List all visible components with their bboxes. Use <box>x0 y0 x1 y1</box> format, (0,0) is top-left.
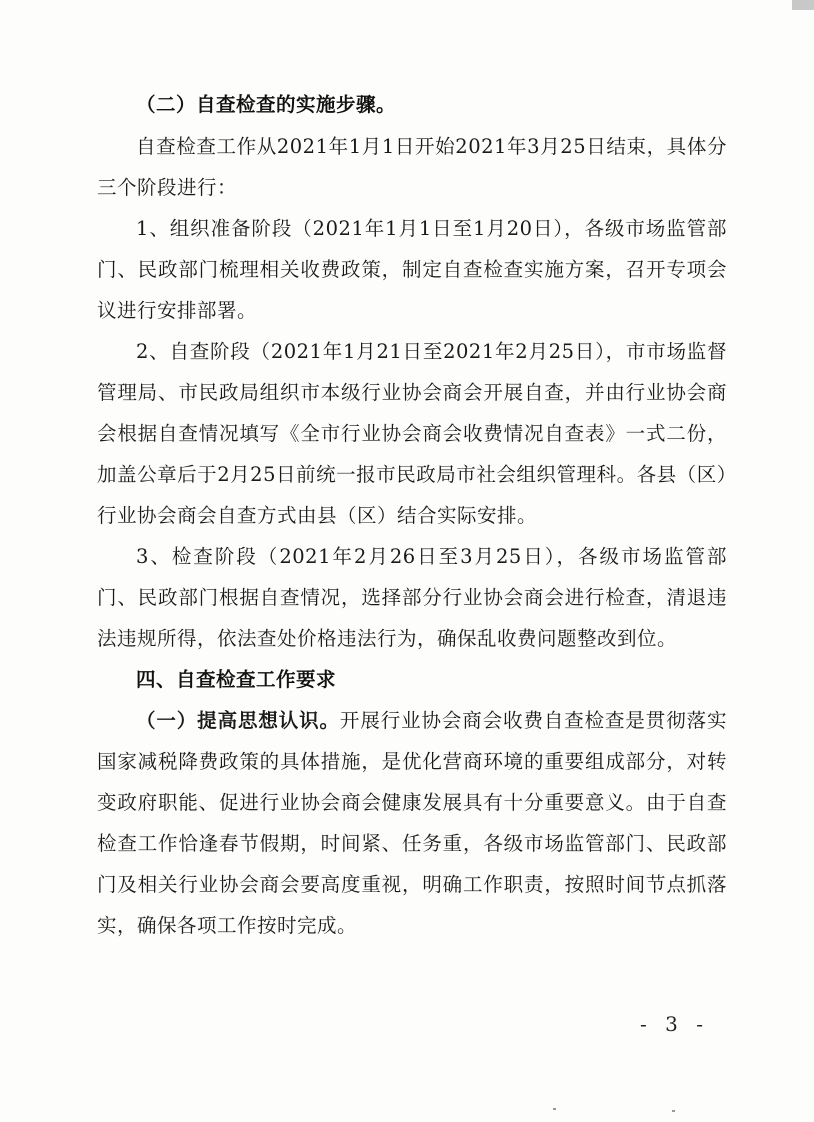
paragraph-intro: 自查检查工作从2021年1月1日开始2021年3月25日结束，具体分三个阶段进行： <box>97 135 727 199</box>
requirement-1-body: 开展行业协会商会收费自查检查是贯彻落实国家减税降费政策的具体措施，是优化营商环境的重要组成部分，对转变政府职能、促进行业协会商会健康发展具有十分重要意义。由于自查检查工作恰逢春节假期，时间紧、任务重，各级市场监管部门、民政部门及相关行业协会商会要高度重视，明确工作职责，按照时间节点抓落实，确保各项工作按时完成。 <box>97 709 727 937</box>
scan-speck <box>672 1110 675 1112</box>
document-body <box>97 84 727 946</box>
section-heading-requirements: 四、自查检查工作要求 <box>136 668 337 691</box>
paragraph-step-2: 2、自查阶段（2021年1月21日至2021年2月25日），市市场监督管理局、市民政局组织市本级行业协会商会开展自查，并由行业协会商会根据自查情况填写《全市行业协会商会收费情况自查表》一式二份，加盖公章后于2月25日前统一报市民政局市社会组织管理科。各县（区）行业协会商会自查方式由县（区）结合实际安排。 <box>97 340 727 527</box>
requirement-1-lead: （一）提高思想认识。 <box>136 709 340 732</box>
paragraph-requirement-1 <box>97 700 727 946</box>
paragraph-step-3: 3、检查阶段（2021年2月26日至3月25日），各级市场监管部门、民政部门根据自查情况，选择部分行业协会商会进行检查，清退违法违规所得，依法查处价格违法行为，确保乱收费问题整改到位。 <box>97 545 727 650</box>
paragraph-step-1: 1、组织准备阶段（2021年1月1日至1月20日），各级市场监管部门、民政部门梳理相关收费政策，制定自查检查实施方案，召开专项会议进行安排部署。 <box>97 217 727 322</box>
scan-corner-mark <box>792 0 814 10</box>
section-heading-implementation-steps: （二）自查检查的实施步骤。 <box>136 93 397 116</box>
page-number: - 3 - <box>640 1012 709 1036</box>
scan-speck <box>553 1108 556 1110</box>
